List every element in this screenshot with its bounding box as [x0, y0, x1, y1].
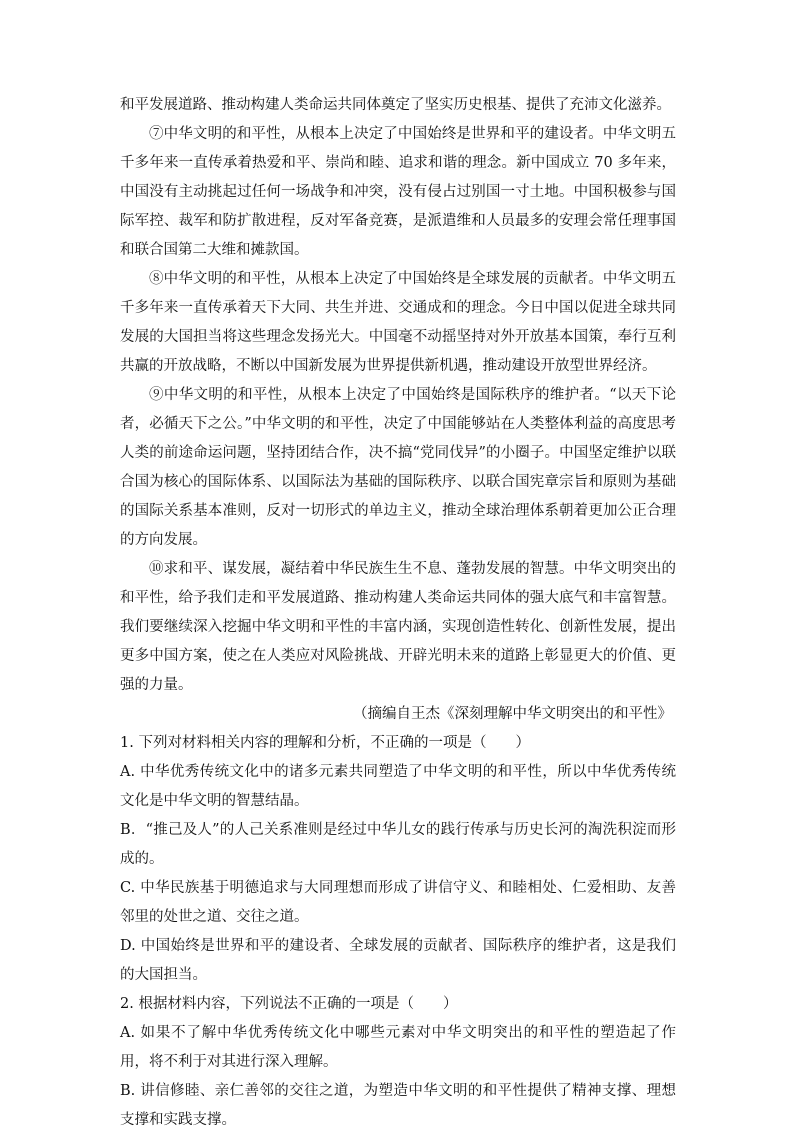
question-1-option-d: D. 中国始终是世界和平的建设者、全球发展的贡献者、国际秩序的维护者，这是我们的大国担当。: [120, 938, 676, 983]
paragraph-8: ⑧中华文明的和平性，从根本上决定了中国始终是全球发展的贡献者。中华文明五千多年来一直传承着天下大同、共生并进、交通成和的理念。今日中国以促进全球共同发展的大国担当将这些理念发扬光大。中国毫不动摇坚持对外开放基本国策，奉行互利共赢的开放战略，不断以中国新发展为世界提供新机遇，推动建设开放型世界经济。: [120, 271, 676, 374]
question-1-option-b: B．“推己及人”的人己关系准则是经过中华儿女的践行传承与历史长河的淘洗积淀而形成的。: [120, 822, 676, 867]
source-citation: （摘编自王杰《深刻理解中华文明突出的和平性》: [353, 706, 672, 722]
question-1-stem: 1. 下列对材料相关内容的理解和分析，不正确的一项是（ ）: [120, 735, 530, 751]
document-page: [120, 91, 676, 1135]
paragraph-7: ⑦中华文明的和平性，从根本上决定了中国始终是世界和平的建设者。中华文明五千多年来一直传承着热爱和平、崇尚和睦、追求和谐的理念。新中国成立 70 多年来，中国没有主动挑起过任何一场战争和冲突，没有侵占过别国一寸土地。中国积极参与国际军控、裁军和防扩散进程，反对军备竞赛，是派遣维和人员最多的安理会常任理事国和联合国第二大维和摊款国。: [120, 126, 676, 258]
paragraph-continuation: 和平发展道路、推动构建人类命运共同体奠定了坚实历史根基、提供了充沛文化滋养。: [120, 97, 671, 113]
question-2-option-a: A. 如果不了解中华优秀传统文化中哪些元素对中华文明突出的和平性的塑造起了作用，将不利于对其进行深入理解。: [120, 1025, 676, 1070]
question-2-stem: 2. 根据材料内容，下列说法不正确的一项是（ ）: [120, 996, 458, 1012]
question-1-option-c: C. 中华民族基于明德追求与大同理想而形成了讲信守义、和睦相处、仁爱相助、友善邻里的处世之道、交往之道。: [120, 880, 676, 925]
question-2-option-b: B. 讲信修睦、亲仁善邻的交往之道，为塑造中华文明的和平性提供了精神支撑、理想支撑和实践支撑。: [120, 1083, 676, 1128]
paragraph-9: ⑨中华文明的和平性，从根本上决定了中国始终是国际秩序的维护者。“以天下论者，必循天下之公。”中华文明的和平性，决定了中国能够站在人类整体利益的高度思考人类的前途命运问题，坚持团结合作，决不搞“党同伐异”的小圈子。中国坚定维护以联合国为核心的国际体系、以国际法为基础的国际秩序、以联合国宪章宗旨和原则为基础的国际关系基本准则，反对一切形式的单边主义，推动全球治理体系朝着更加公正合理的方向发展。: [120, 387, 676, 548]
paragraph-10: ⑩求和平、谋发展，凝结着中华民族生生不息、蓬勃发展的智慧。中华文明突出的和平性，给予我们走和平发展道路、推动构建人类命运共同体的强大底气和丰富智慧。我们要继续深入挖掘中华文明和平性的丰富内涵，实现创造性转化、创新性发展，提出更多中国方案，使之在人类应对风险挑战、开辟光明未来的道路上彰显更大的价值、更强的力量。: [120, 561, 676, 693]
question-1-option-a: A. 中华优秀传统文化中的诸多元素共同塑造了中华文明的和平性，所以中华优秀传统文化是中华文明的智慧结晶。: [120, 764, 676, 809]
